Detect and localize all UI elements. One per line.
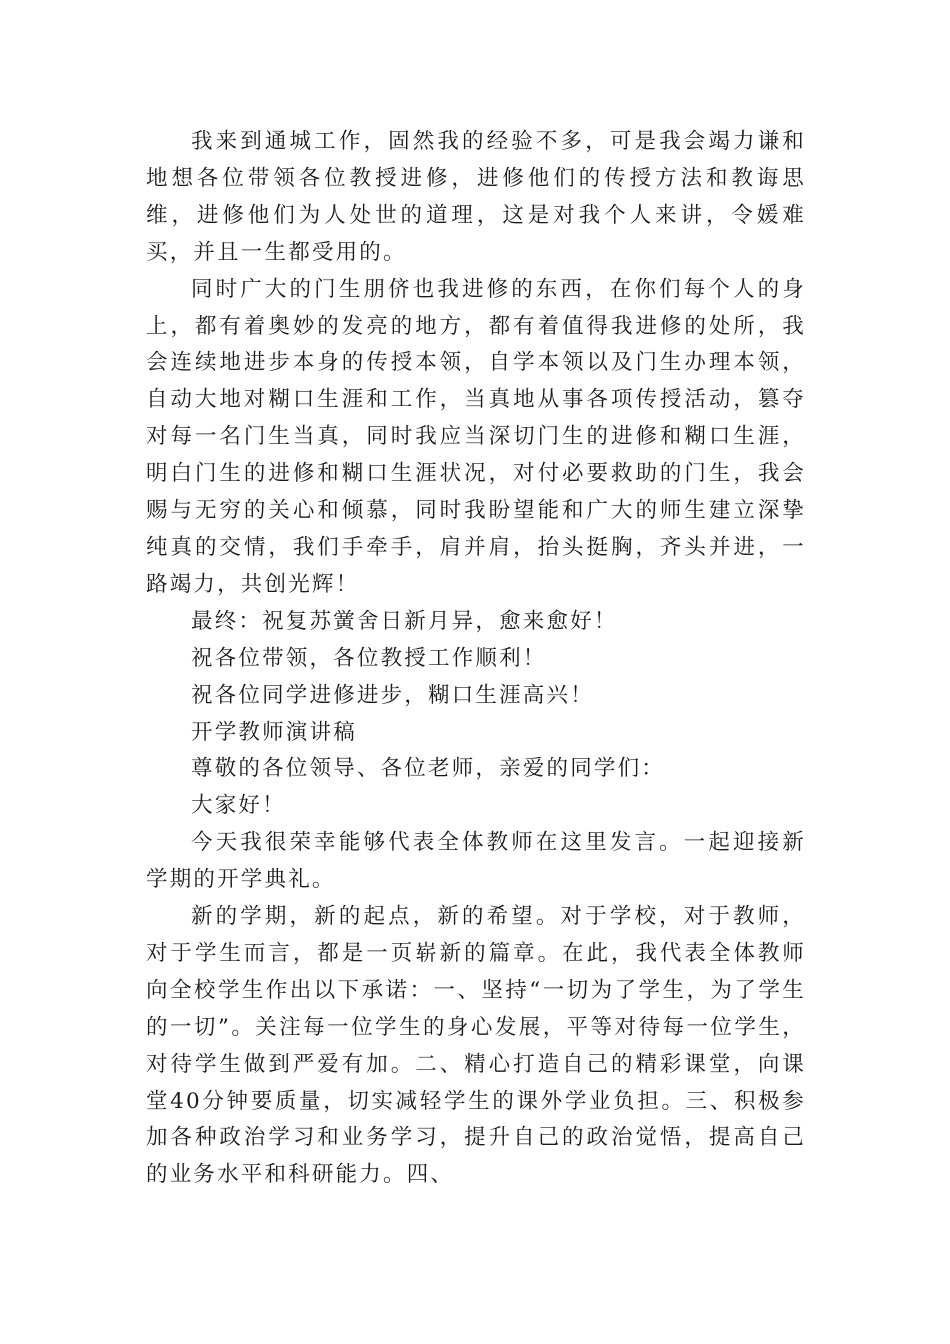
paragraph-wish-leaders: 祝各位带领，各位教授工作顺利！ bbox=[191, 645, 547, 671]
document-body bbox=[146, 124, 806, 1194]
section-title: 开学教师演讲稿 bbox=[191, 719, 357, 745]
paragraph-wish-classmates: 祝各位同学进修进步，糊口生涯高兴！ bbox=[191, 682, 594, 708]
paragraph-experience: 我来到通城工作，固然我的经验不多，可是我会竭力谦和地想各位带领各位教授进修，进修他们的传授方法和教诲思维，进修他们为人处世的道理，这是对我个人来讲，令媛难买，并且一生都受用的。 bbox=[146, 129, 806, 265]
greeting: 大家好！ bbox=[191, 793, 286, 819]
paragraph-honor: 今天我很荣幸能够代表全体教师在这里发言。一起迎接新学期的开学典礼。 bbox=[146, 830, 806, 893]
salutation: 尊敬的各位领导、各位老师，亲爱的同学们： bbox=[191, 756, 666, 782]
paragraph-students: 同时广大的门生朋侪也我进修的东西，在你们每个人的身上，都有着奥妙的发亮的地方，都有着值得我进修的处所，我会连续地进步本身的传授本领，自学本领以及门生办理本领，自动大地对糊口生涯和工作，当真地从事各项传授活动，篡夺对每一名门生当真，同时我应当深切门生的进修和糊口生涯，明白门生的进修和糊口生涯状况，对付必要救助的门生，我会赐与无穷的关心和倾慕，同时我盼望能和广大的师生建立深挚纯真的交情，我们手牵手，肩并肩，抬头挺胸，齐头并进，一路竭力，共创光辉！ bbox=[146, 276, 806, 597]
paragraph-wish-school: 最终：祝复苏黉舍日新月异，愈来愈好！ bbox=[191, 608, 618, 634]
paragraph-new-semester: 新的学期，新的起点，新的希望。对于学校，对于教师，对于学生而言，都是一页崭新的篇章。在此，我代表全体教师向全校学生作出以下承诺：一、坚持“一切为了学生，为了学生的一切”。关注每一位学生的身心发展，平等对待每一位学生，对待学生做到严爱有加。二、精心打造自己的精彩课堂，向课堂40分钟要质量，切实减轻学生的课外学业负担。三、积极参加各种政治学习和业务学习，提升自己的政治觉悟，提高自己的业务水平和科研能力。四、 bbox=[146, 904, 806, 1188]
